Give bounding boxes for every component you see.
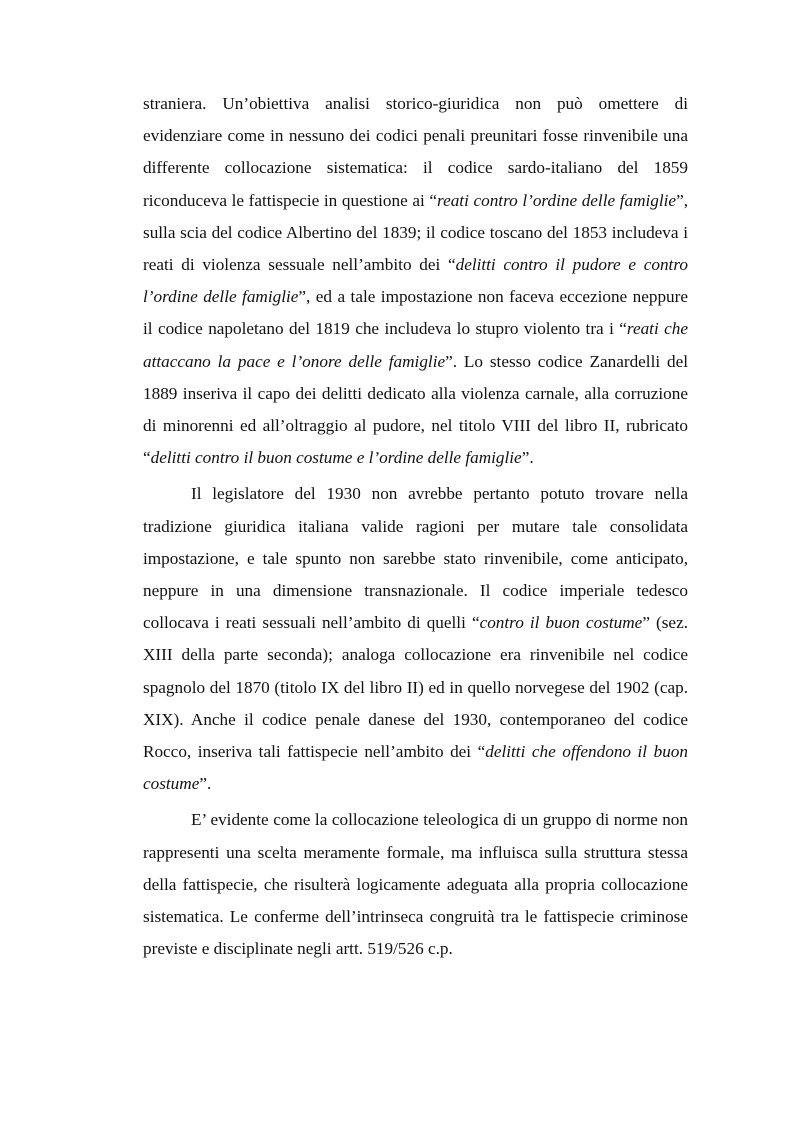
text-segment: E’ evidente come la collocazione teleologica di un gruppo di norme non rappresenti una scelta meramente formale, ma influisca sulla struttura stessa della fattispecie, che risulterà logicamente adeguata alla propria collocazione sistematica. Le conferme dell’intrinseca congruità tra le fattispecie criminose previste e disciplinate negli artt. 519/526 c.p. [143, 810, 688, 959]
text-segment: ”. [521, 448, 534, 468]
italic-quote: delitti contro il pudore e contro l’ordine delle famiglie [143, 255, 688, 307]
document-page [143, 88, 688, 965]
text-segment: straniera. Un’obiettiva analisi storico-giuridica non può omettere di evidenziare come in nessuno dei codici penali preunitari fosse rinvenibile una differente collocazione sistematica: il codice sardo-italiano del 1859 riconduceva le fattispecie in questione ai “ [143, 94, 688, 210]
italic-quote: delitti che offendono il buon costume [143, 742, 688, 794]
paragraph-3 [143, 804, 688, 965]
text-segment: ”. [199, 774, 212, 794]
text-segment: Il legislatore del 1930 non avrebbe pertanto potuto trovare nella tradizione giuridica italiana valide ragioni per mutare tale consolidata impostazione, e tale spunto non sarebbe stato rinvenibile, come anticipato, neppure in una dimensione transnazionale. Il codice imperiale tedesco collocava i reati sessuali nell’ambito di quelli “ [143, 484, 688, 633]
text-segment: ”, sulla scia del codice Albertino del 1839; il codice toscano del 1853 includeva i reati di violenza sessuale nell’ambito dei “ [143, 190, 688, 275]
text-segment: ”. Lo stesso codice Zanardelli del 1889 inseriva il capo dei delitti dedicato alla violenza carnale, alla corruzione di minorenni ed all’oltraggio al pudore, nel titolo VIII del libro II, rubricato “ [143, 351, 688, 468]
text-segment: ” (sez. XIII della parte seconda); analoga collocazione era rinvenibile nel codice spagnolo del 1870 (titolo IX del libro II) ed in quello norvegese del 1902 (cap. XIX). Anche il codice penale danese del 1930, contemporaneo del codice Rocco, inseriva tali fattispecie nell’ambito dei “ [143, 613, 688, 762]
italic-quote: reati contro l’ordine delle famiglie [437, 190, 677, 210]
paragraph-1 [143, 88, 688, 474]
italic-quote: delitti contro il buon costume e l’ordine delle famiglie [150, 448, 522, 468]
italic-quote: contro il buon costume [479, 613, 643, 633]
italic-quote: reati che attaccano la pace e l’onore delle famiglie [143, 319, 688, 371]
paragraph-2 [143, 478, 688, 800]
text-segment: ”, ed a tale impostazione non faceva eccezione neppure il codice napoletano del 1819 che includeva lo stupro violento tra i “ [143, 287, 688, 339]
